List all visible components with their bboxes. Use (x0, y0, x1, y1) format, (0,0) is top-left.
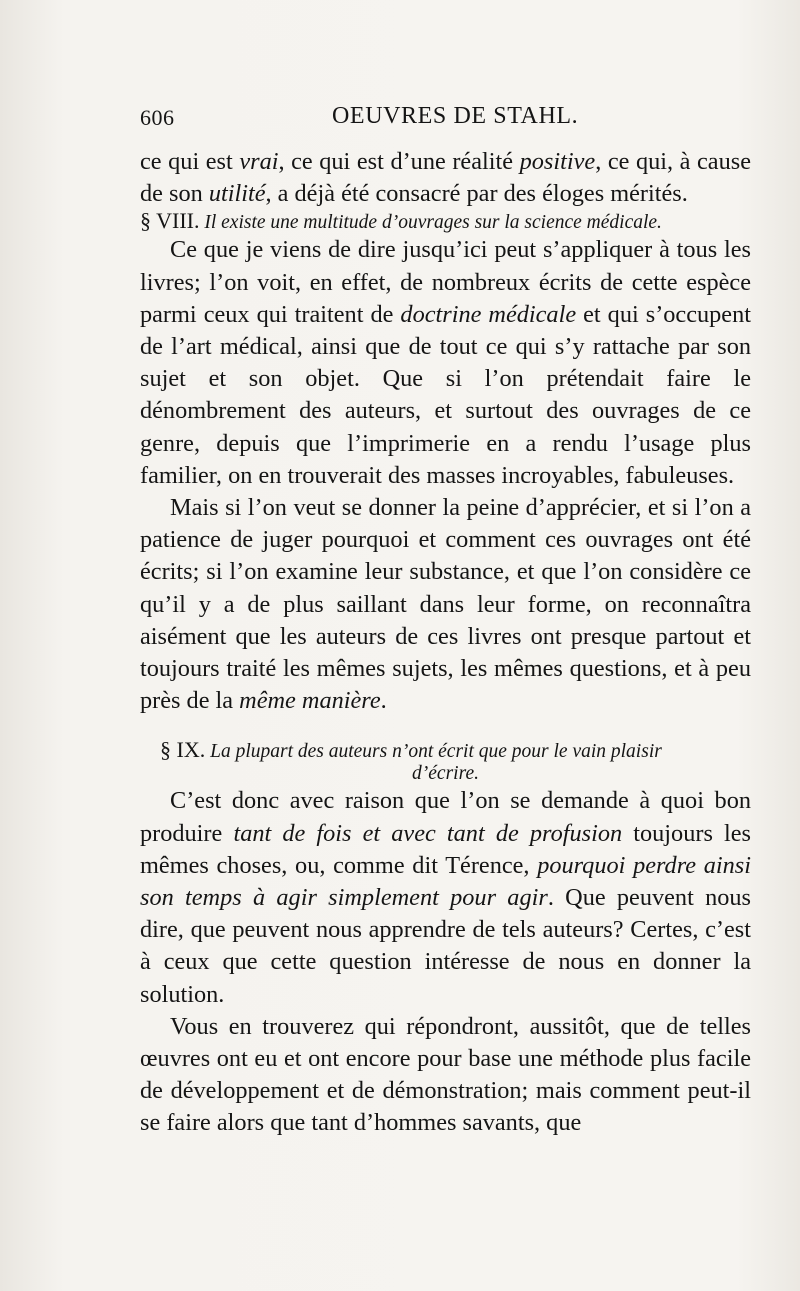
section-heading-line1 (140, 737, 662, 763)
text-run: et qui s’occupent de l’art médical, ainsi que de tout ce qui s’y rattache par son sujet et son objet. Que si l’on prétendait faire le dénombrement des auteurs, et surtout des ouvrages de ce genre, depuis que l’imprimerie en a rendu l’usage plus familier, on en trouverait des masses incroyables, fabuleuses. (140, 300, 751, 489)
section-title: Il existe une multitude d’ouvrages sur la science médicale. (199, 212, 662, 234)
text-run: , a déjà été consacré par des éloges mérités. (265, 180, 688, 208)
text-run: , ce qui est d’une réalité (278, 148, 520, 175)
italic-run: vrai (239, 148, 279, 175)
text-run: , ce qui, à cause de son (140, 148, 751, 208)
page-header (140, 101, 760, 137)
page-body (140, 146, 751, 1140)
paragraph (140, 234, 751, 492)
text-run: . Que peuvent nous dire, que peuvent nous apprendre de tels auteurs? Certes, c’est à ceux que cette question intéresse de nous en donner la solution. (140, 884, 752, 1008)
section-number: § VIII. (140, 208, 200, 234)
italic-run: doctrine médicale (400, 300, 577, 328)
text-run: C’est donc avec raison que l’on se demande à quoi bon produire (140, 787, 751, 847)
text-run: Mais si l’on veut se donner la peine d’apprécier, et si l’on a patience de juger pourquoi et comment ces ouvrages ont été écrits; si l’on examine leur substance, et que l’on considère ce qu’il y a de plus saillant dans leur forme, on reconnaîtra aisément que les auteurs de ces livres ont presque partout et toujours traité les mêmes sujets, les mêmes questions, et à peu près de la (140, 494, 751, 715)
section-heading-9 (140, 739, 751, 785)
paragraph (140, 1011, 751, 1140)
text-run: ce qui est (140, 148, 240, 175)
italic-run: positive (519, 148, 596, 175)
page-number: 606 (140, 105, 175, 130)
text-run: Vous en trouverez qui répondront, aussitôt, que de telles œuvres ont eu et ont encore pour base une méthode plus facile de développement et de démonstration; mais comment peut-il se faire alors que tant d’hommes savants, que (140, 1012, 751, 1137)
section-heading-8 (140, 210, 751, 234)
section-title: La plupart des auteurs n’ont écrit que pour le vain plaisir (205, 741, 662, 763)
paragraph-continued (140, 146, 751, 210)
italic-run: utilité (208, 180, 266, 208)
section-number: § IX. (160, 737, 206, 763)
italic-run: pourquoi perdre ainsi son temps à agir simplement pour agir (140, 851, 751, 912)
text-run: Ce que je viens de dire jusqu’ici peut s’appliquer à tous les livres; l’on voit, en effet, de nombreux écrits de cette espèce parmi ceux qui traitent de (140, 236, 751, 328)
running-head: OEUVRES DE STAHL. (332, 103, 579, 129)
section-title-continued: d’écrire. (412, 763, 479, 785)
text-run: toujours les mêmes choses, ou, comme dit Térence, (140, 819, 752, 879)
text-run: . (380, 687, 387, 715)
italic-run: tant de fois et avec tant de profusion (233, 819, 623, 847)
paragraph (140, 492, 751, 717)
italic-run: même manière (239, 687, 381, 715)
paragraph (140, 785, 751, 1010)
